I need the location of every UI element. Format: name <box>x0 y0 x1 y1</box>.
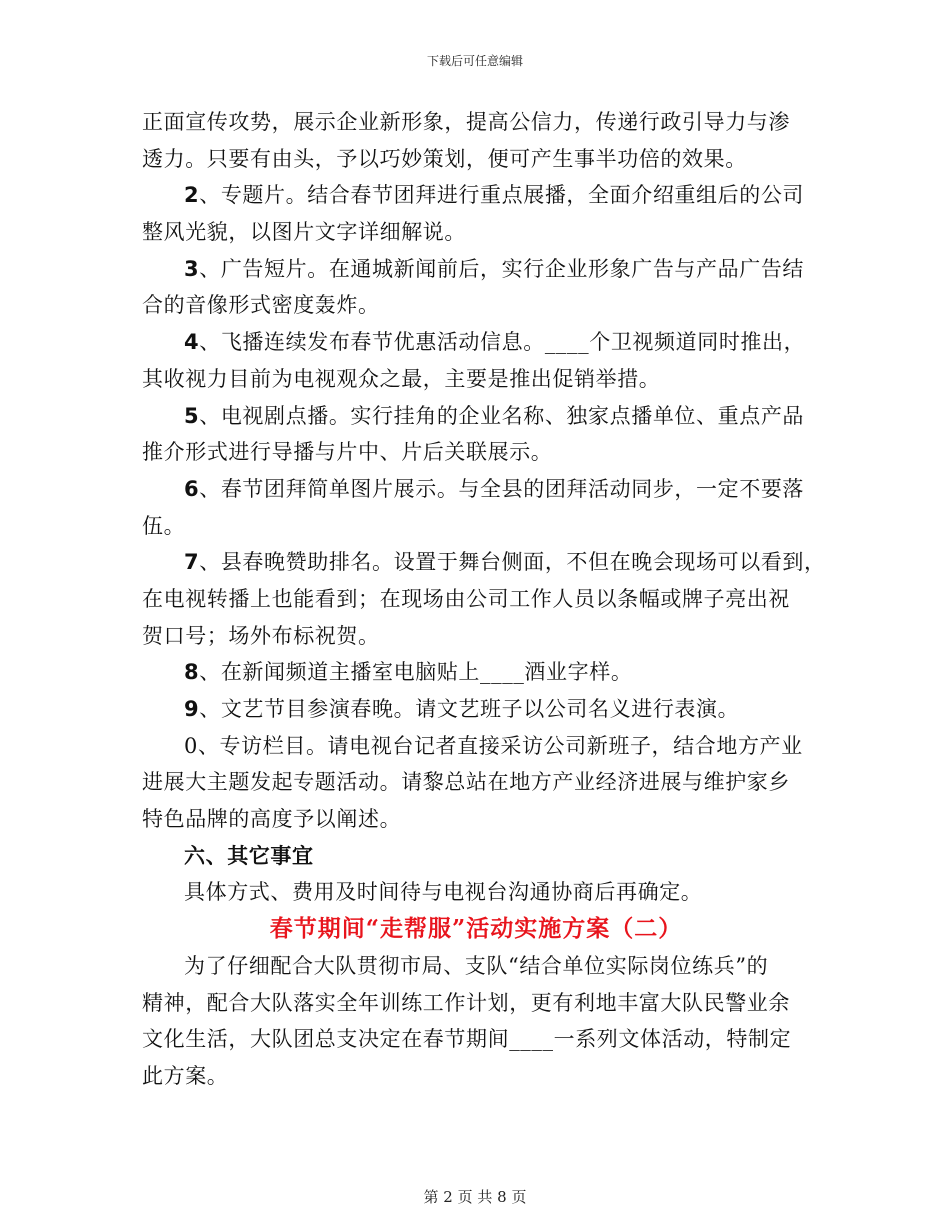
document-body <box>142 104 826 1095</box>
paragraph-line: 贺口号；场外布标祝贺。 <box>142 623 380 648</box>
paragraph-line: 正面宣传攻势，展示企业新形象，提高公信力，传递行政引导力与渗 <box>142 110 790 134</box>
paragraph-line: 在电视转播上也能看到；在现场由公司工作人员以条幅或牌子亮出祝 <box>142 586 790 611</box>
paragraph-line: 精神，配合大队落实全年训练工作计划，更有利地丰富大队民警业余 <box>142 990 790 1015</box>
paragraph-line: 透力。只要有由头，予以巧妙策划，便可产生事半功倍的效果。 <box>142 146 747 171</box>
paragraph-line: 文化生活，大队团总支决定在春节期间____一系列文体活动，特制定 <box>142 1027 792 1052</box>
paragraph-line: 合的音像形式密度轰炸。 <box>142 293 380 318</box>
list-item-3: 3、广告短片。在通城新闻前后，实行企业形象广告与产品广告结 <box>184 256 805 281</box>
list-item-4: 4、飞播连续发布春节优惠活动信息。____个卫视频道同时推出， <box>184 330 806 355</box>
list-item-6: 6、春节团拜简单图片展示。与全县的团拜活动同步，一定不要落 <box>184 476 805 501</box>
paragraph-line: 进展大主题发起专题活动。请黎总站在地方产业经济进展与维护家乡 <box>142 770 790 795</box>
list-item-9: 9、文艺节目参演春晚。请文艺班子以公司名义进行表演。 <box>184 697 740 721</box>
list-item-8: 8、在新闻频道主播室电脑贴上____酒业字样。 <box>184 660 633 685</box>
page-header: 下载后可任意编辑 <box>426 54 523 68</box>
page-footer: 第 2 页 共 8 页 <box>423 1188 527 1206</box>
list-item-5: 5、电视剧点播。实行挂角的企业名称、独家点播单位、重点产品 <box>184 403 805 428</box>
paragraph-line: 伍。 <box>142 513 186 538</box>
paragraph-line: 特色品牌的高度予以阐述。 <box>142 807 402 832</box>
paragraph-line: 其收视力目前为电视观众之最，主要是推出促销举措。 <box>142 366 661 391</box>
list-item-0: 0、专访栏目。请电视台记者直接采访公司新班子，结合地方产业 <box>184 733 803 758</box>
paragraph-line: 整风光貌，以图片文字详细解说。 <box>142 220 466 245</box>
paragraph-line: 此方案。 <box>142 1063 229 1088</box>
paragraph-line: 具体方式、费用及时间待与电视台沟通协商后再确定。 <box>184 880 703 905</box>
document-title: 春节期间“走帮服”活动实施方案（二） <box>269 915 683 943</box>
paragraph-line: 为了仔细配合大队贯彻市局、支队“结合单位实际岗位练兵”的 <box>184 953 769 978</box>
section-heading: 六、其它事宜 <box>184 842 314 868</box>
paragraph-line: 推介形式进行导播与片中、片后关联展示。 <box>142 440 553 465</box>
list-item-7: 7、县春晚赞助排名。设置于舞台侧面，不但在晚会现场可以看到， <box>184 550 826 575</box>
list-item-2: 2、专题片。结合春节团拜进行重点展播，全面介绍重组后的公司 <box>184 183 805 208</box>
